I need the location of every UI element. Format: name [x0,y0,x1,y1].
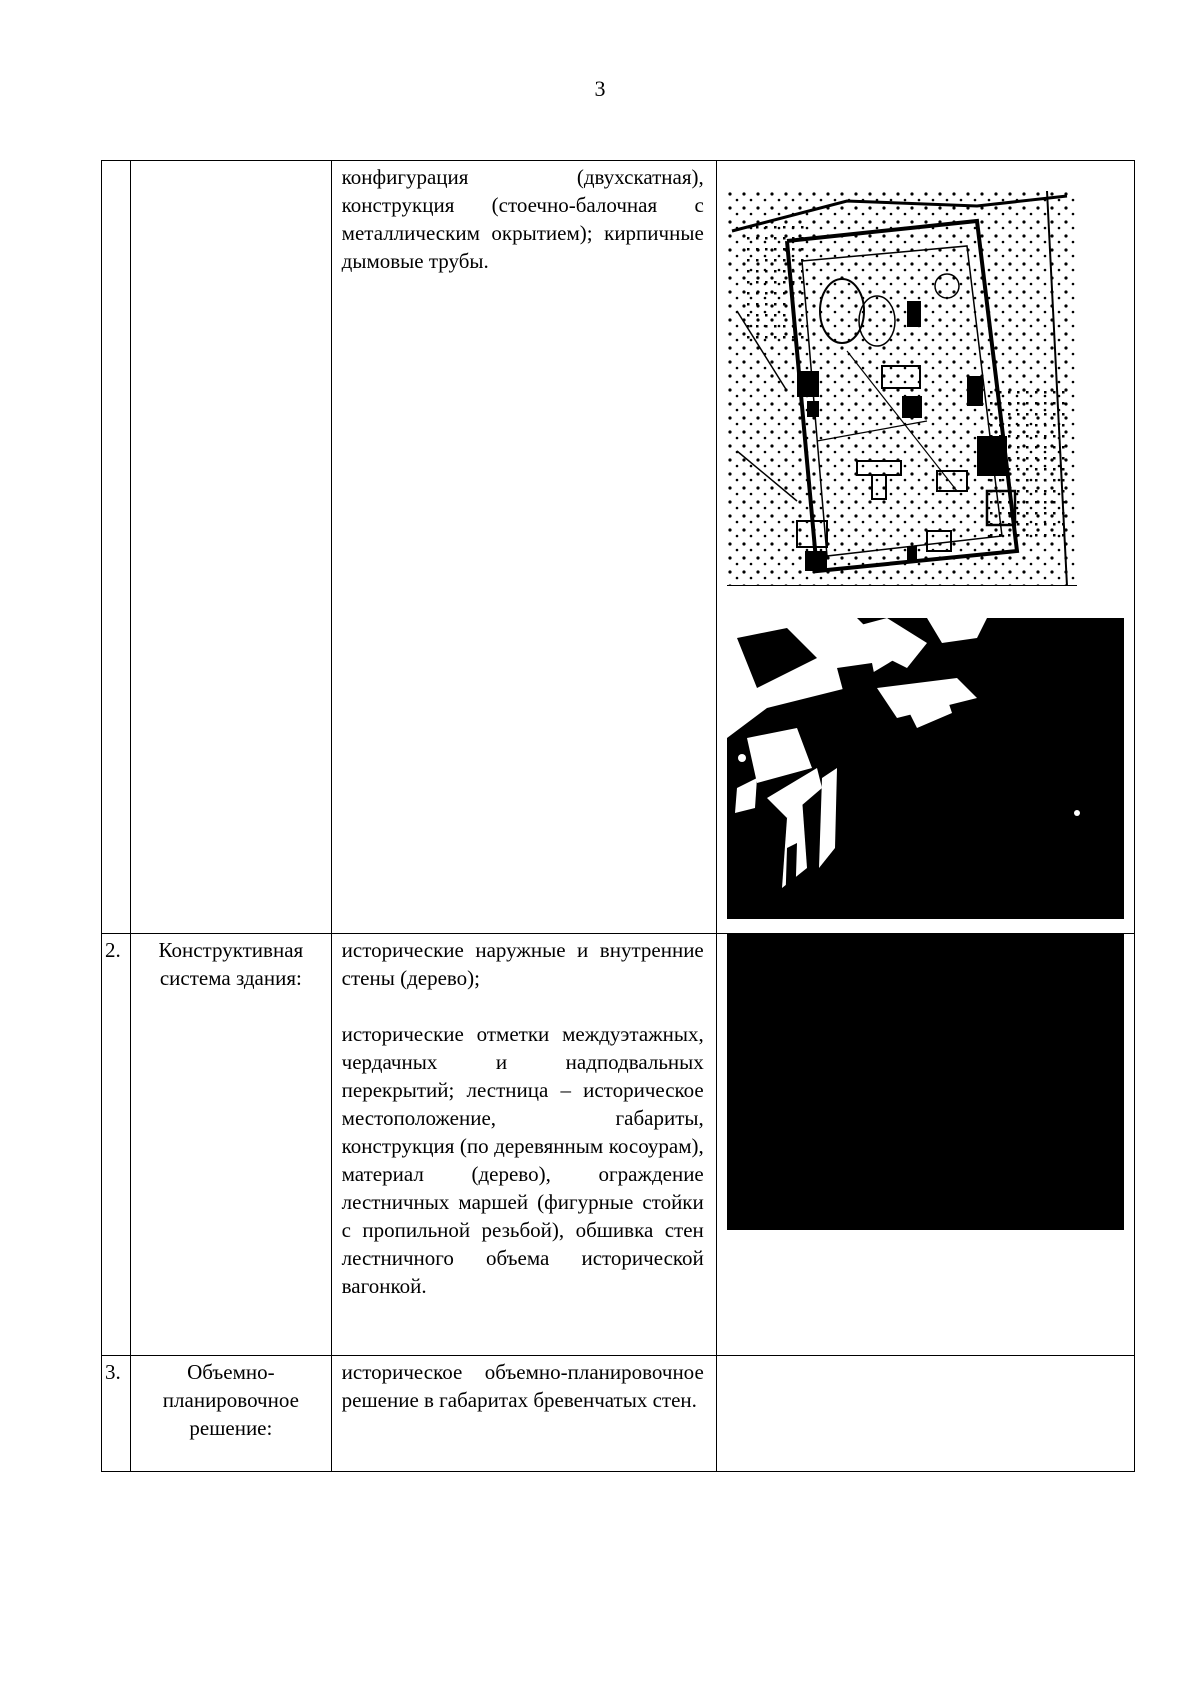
row-label [131,161,332,934]
table-row [102,1356,1135,1472]
image-cell [716,161,1134,934]
table-row [102,161,1135,934]
object-protection-table [101,160,1135,1472]
row-number: 3. [102,1356,131,1472]
staircase-photo-black [727,934,1124,1230]
table-row [102,934,1135,1356]
row-description [331,1356,716,1472]
row-description [331,161,716,934]
description-paragraph: исторические отметки междуэтажных, чердачных и надподвальных перекрытий; лестница – историческое местоположение, габариты, конструкция (по деревянным косоурам), материал (дерево), ограждение лестничных маршей (фигурные стойки с пропильной резьбой), обшивка стен лестничного объема исторической вагонкой. [341,1022,704,1298]
row-number: 2. [102,934,131,1356]
description-paragraph: исторические наружные и внутренние стены (дерево); [341,938,704,990]
description-paragraph: конфигурация (двухскатная), конструкция (стоечно-балочная с металлическим окрытием); кирпичные дымовые трубы. [341,165,704,273]
description-paragraph: историческое объемно-планировочное решение в габаритах бревенчатых стен. [341,1360,704,1412]
row-description [331,934,716,1356]
image-cell [716,1356,1134,1472]
row-label: Объемно-планировочное решение: [131,1356,332,1472]
row-label: Конструктивная система здания: [131,934,332,1356]
page-number: 3 [594,76,606,101]
row-number [102,161,131,934]
interior-roof-photo [727,618,1124,919]
site-plan-map-image [727,191,1077,586]
image-cell [716,934,1134,1356]
